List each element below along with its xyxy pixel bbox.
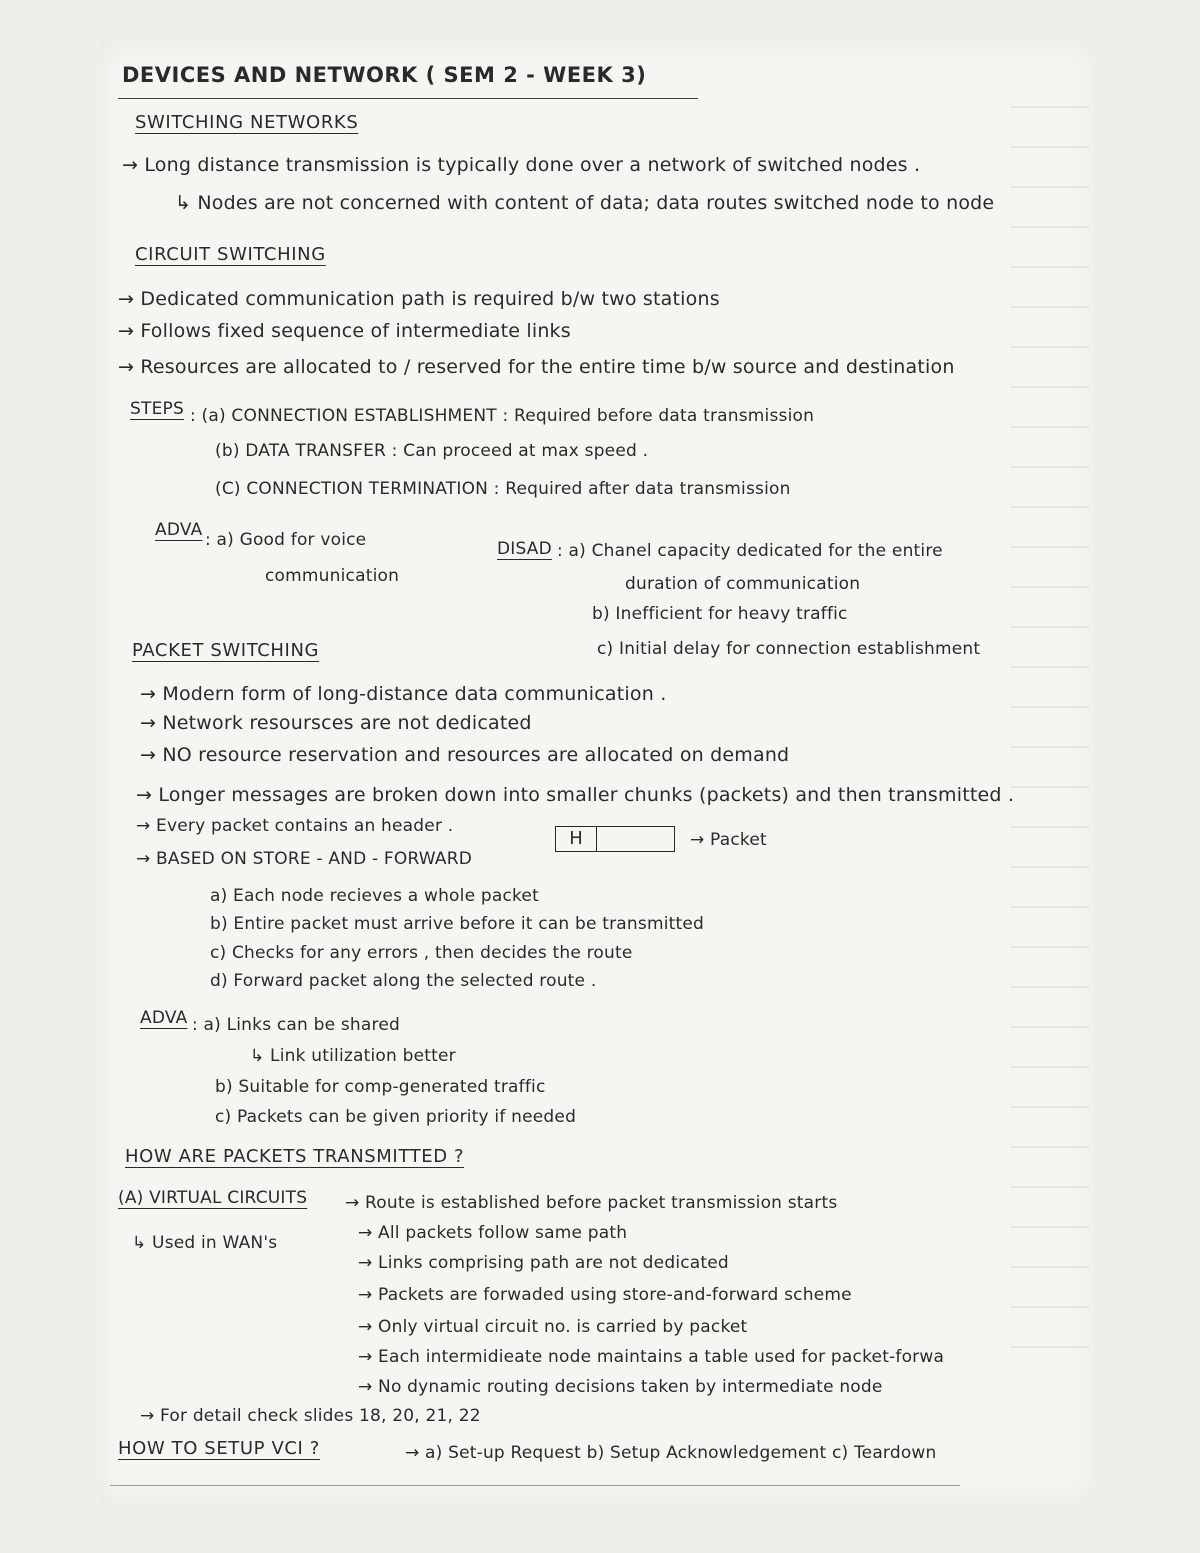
circuit-adva-a2: communication: [265, 566, 400, 586]
switching-networks-p2: ↳ Nodes are not concerned with content of data; data routes switched node to node: [175, 192, 995, 214]
circuit-switching-p1: → Dedicated communication path is required b/w two stations: [118, 288, 720, 310]
circuit-switching-p3: → Resources are allocated to / reserved for the entire time b/w source and destination: [118, 356, 955, 378]
virtual-circuits-point-1: → Route is established before packet transmission starts: [345, 1193, 838, 1213]
packet-switching-p5: → Every packet contains an header .: [136, 816, 454, 836]
circuit-disad-a2: duration of communication: [625, 574, 861, 594]
virtual-circuits-point-5: → Only virtual circuit no. is carried by packet: [358, 1317, 748, 1337]
store-forward-b: b) Entire packet must arrive before it can be transmitted: [210, 914, 705, 934]
circuit-disad-label: DISAD: [497, 539, 552, 559]
page-bottom-line: [110, 1485, 960, 1486]
virtual-circuits-point-4: → Packets are forwaded using store-and-forward scheme: [358, 1285, 852, 1305]
store-forward-a: a) Each node recieves a whole packet: [210, 886, 539, 906]
virtual-circuits-label: (A) VIRTUAL CIRCUITS: [118, 1188, 308, 1208]
title-underline: [118, 98, 698, 99]
circuit-switching-heading: CIRCUIT SWITCHING: [135, 244, 326, 265]
store-forward-d: d) Forward packet along the selected route .: [210, 971, 597, 991]
step-b: (b) DATA TRANSFER : Can proceed at max speed .: [215, 441, 649, 461]
packet-switching-p4: → Longer messages are broken down into smaller chunks (packets) and then transmitted .: [136, 784, 1015, 806]
packet-switching-p1: → Modern form of long-distance data communication .: [140, 683, 667, 705]
store-forward-c: c) Checks for any errors , then decides the route: [210, 943, 633, 963]
virtual-circuits-point-2: → All packets follow same path: [358, 1223, 628, 1243]
packet-adva-c: c) Packets can be given priority if needed: [215, 1107, 577, 1127]
transmission-heading: HOW ARE PACKETS TRANSMITTED ?: [125, 1146, 465, 1167]
packet-switching-p2: → Network resoursces are not dedicated: [140, 712, 532, 734]
detail-note: → For detail check slides 18, 20, 21, 22: [140, 1406, 481, 1426]
packet-adva-b: b) Suitable for comp-generated traffic: [215, 1077, 546, 1097]
packet-switching-heading: PACKET SWITCHING: [132, 640, 320, 661]
circuit-switching-p2: → Follows fixed sequence of intermediate links: [118, 320, 571, 342]
circuit-adva-a1: : a) Good for voice: [205, 530, 367, 550]
packet-adva-a-sub: ↳ Link utilization better: [250, 1046, 456, 1066]
virtual-circuits-point-7: → No dynamic routing decisions taken by intermediate node: [358, 1377, 883, 1397]
circuit-adva-label: ADVA: [155, 520, 203, 540]
virtual-circuits-point-6: → Each intermidieate node maintains a table used for packet-forwa: [358, 1347, 945, 1367]
packet-header-cell: H: [556, 827, 597, 851]
setup-vci-steps: → a) Set-up Request b) Setup Acknowledgement c) Teardown: [405, 1443, 937, 1463]
packet-adva-label: ADVA: [140, 1008, 188, 1028]
packet-switching-p6: → BASED ON STORE - AND - FORWARD: [136, 849, 472, 869]
page-title: DEVICES AND NETWORK ( SEM 2 - WEEK 3): [122, 63, 647, 87]
virtual-circuits-point-3: → Links comprising path are not dedicated: [358, 1253, 729, 1273]
circuit-disad-c: c) Initial delay for connection establishment: [597, 639, 981, 659]
switching-networks-heading: SWITCHING NETWORKS: [135, 112, 359, 133]
packet-diagram: [555, 826, 675, 852]
step-a: : (a) CONNECTION ESTABLISHMENT : Required before data transmission: [190, 406, 815, 426]
packet-adva-a: : a) Links can be shared: [192, 1015, 400, 1035]
packet-switching-p3: → NO resource reservation and resources are allocated on demand: [140, 744, 790, 766]
bleed-through-lines: [1010, 70, 1090, 1370]
setup-vci-label: HOW TO SETUP VCI ?: [118, 1438, 320, 1459]
step-c: (C) CONNECTION TERMINATION : Required after data transmission: [215, 479, 791, 499]
packet-diagram-label: → Packet: [690, 830, 767, 850]
switching-networks-p1: → Long distance transmission is typically done over a network of switched nodes .: [122, 154, 921, 176]
circuit-disad-b: b) Inefficient for heavy traffic: [592, 604, 848, 624]
virtual-circuits-used-in: ↳ Used in WAN's: [132, 1233, 278, 1253]
steps-label: STEPS: [130, 399, 184, 419]
circuit-disad-a1: : a) Chanel capacity dedicated for the entire: [557, 541, 943, 561]
